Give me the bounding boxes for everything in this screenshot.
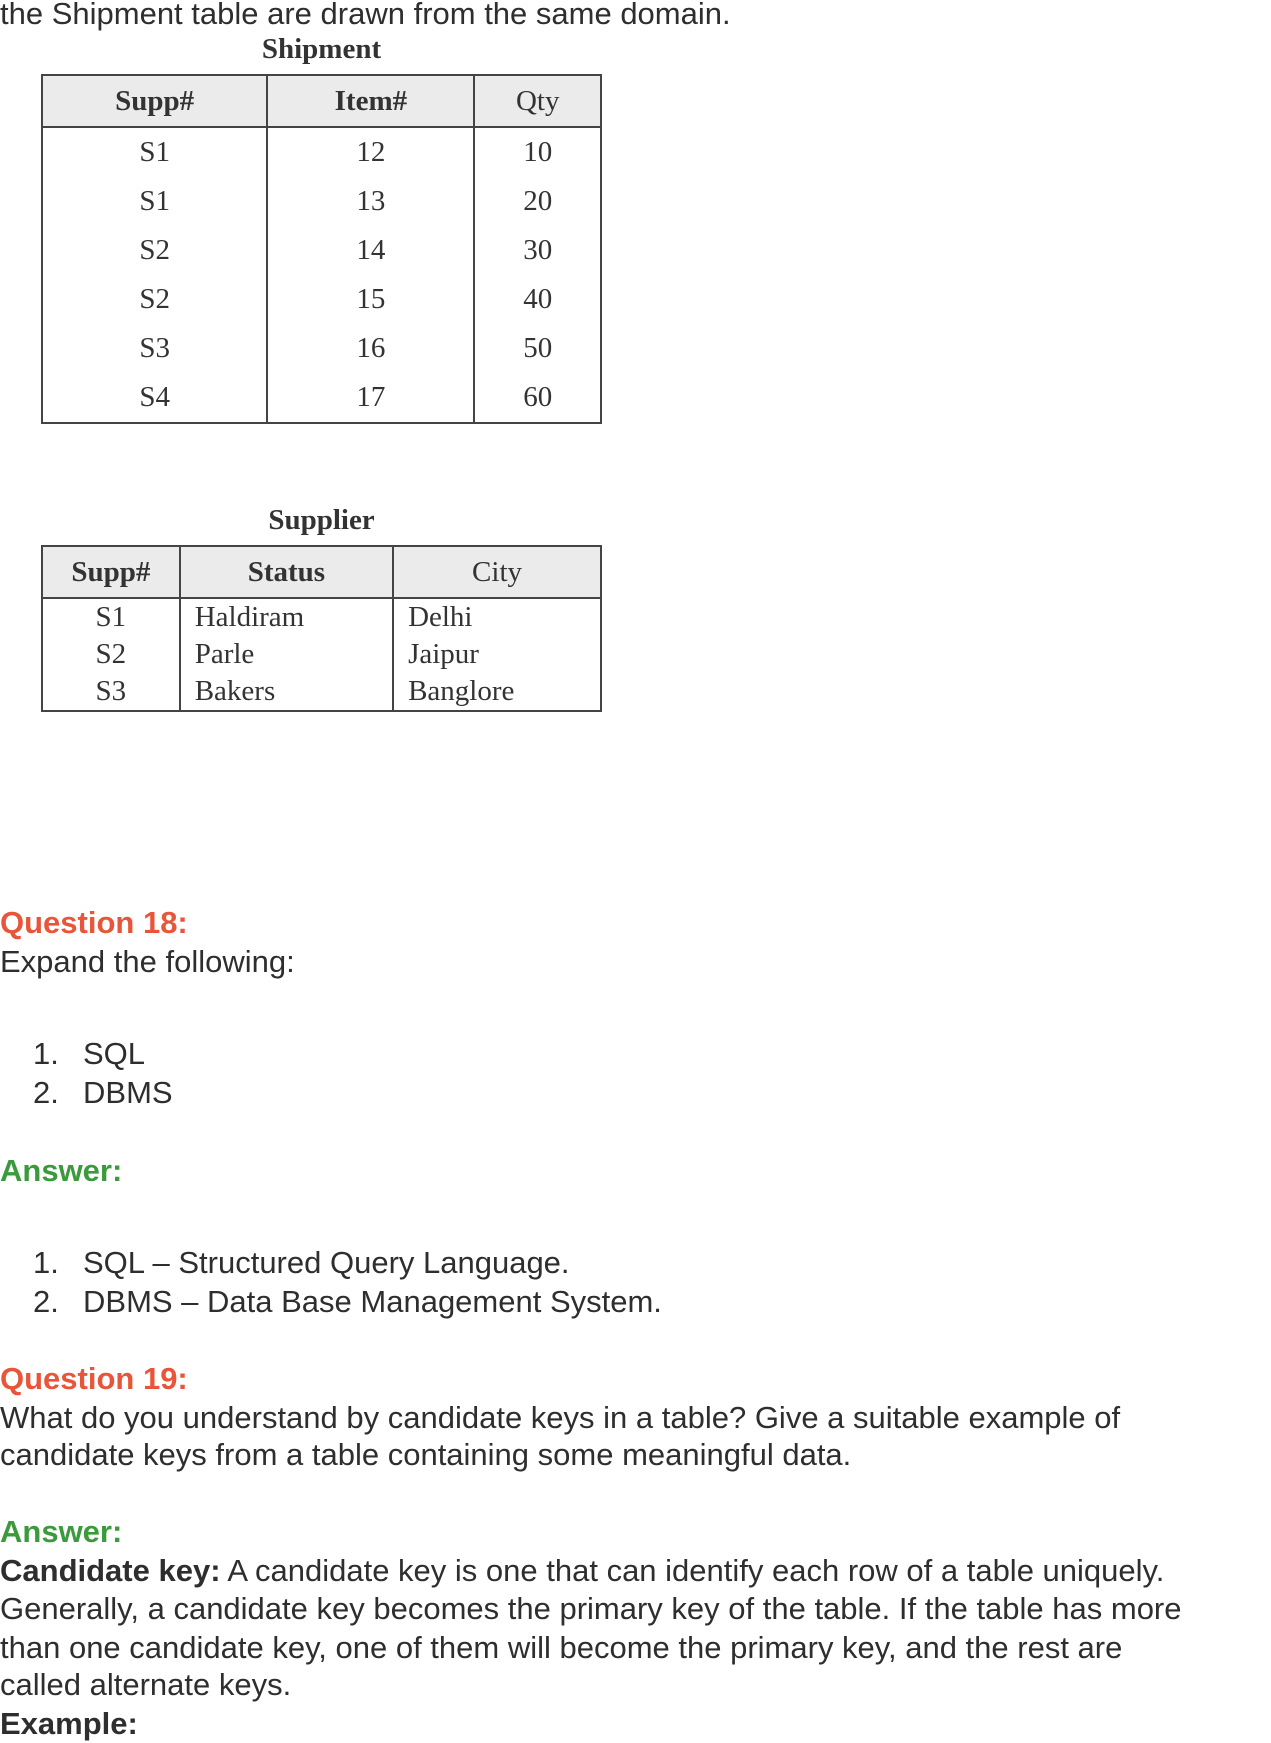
column-header: Status — [180, 546, 393, 598]
candidate-key-term: Candidate key: — [0, 1553, 221, 1588]
table-cell: S2 — [42, 636, 180, 673]
answer-19-line: called alternate keys. — [0, 1667, 292, 1702]
table-cell: Parle — [180, 636, 393, 673]
table-cell: S1 — [42, 127, 267, 177]
table-cell: 12 — [267, 127, 474, 177]
table-row — [42, 598, 601, 636]
answer-19-line: than one candidate key, one of them will become the primary key, and the rest are — [0, 1630, 1123, 1665]
intro-text: the Shipment table are drawn from the same domain. — [0, 0, 731, 31]
answer-text: A candidate key is one that can identify each row of a table uniquely. — [220, 1553, 1165, 1588]
table-cell: 40 — [474, 275, 601, 324]
table-cell: S2 — [42, 226, 267, 275]
example-label: Example: — [0, 1706, 138, 1741]
table-cell: S1 — [42, 177, 267, 226]
table-row — [42, 177, 601, 226]
list-item — [0, 1074, 1271, 1112]
table-row — [42, 275, 601, 324]
column-header: Item# — [267, 75, 474, 127]
list-number: 2. — [33, 1284, 59, 1319]
table-cell: Delhi — [393, 598, 601, 636]
table-row — [42, 673, 601, 711]
shipment-table-title: Shipment — [261, 33, 382, 65]
table-cell: 16 — [267, 324, 474, 373]
table-cell: S3 — [42, 673, 180, 711]
table-cell: S4 — [42, 373, 267, 423]
table-cell: Bakers — [180, 673, 393, 711]
table-cell: 15 — [267, 275, 474, 324]
list-text: SQL — [83, 1036, 146, 1071]
shipment-table — [41, 74, 602, 424]
table-cell: Haldiram — [180, 598, 393, 636]
question-19-heading: Question 19: — [0, 1361, 188, 1396]
column-header: Qty — [474, 75, 601, 127]
question-18-heading: Question 18: — [0, 905, 188, 940]
answer-19-line: Generally, a candidate key becomes the primary key of the table. If the table has more — [0, 1591, 1182, 1626]
table-cell: 50 — [474, 324, 601, 373]
table-row — [42, 636, 601, 673]
table-cell: Banglore — [393, 673, 601, 711]
table-row — [42, 226, 601, 275]
table-cell: 13 — [267, 177, 474, 226]
answer-19-heading: Answer: — [0, 1514, 123, 1549]
table-cell: S1 — [42, 598, 180, 636]
supplier-table-title: Supplier — [268, 504, 375, 536]
column-header: Supp# — [42, 75, 267, 127]
column-header: City — [393, 546, 601, 598]
table-cell: 17 — [267, 373, 474, 423]
question-19-prompt-line: candidate keys from a table containing some meaningful data. — [0, 1437, 852, 1472]
list-item — [0, 1035, 1271, 1073]
table-row — [42, 324, 601, 373]
list-text: DBMS – Data Base Management System. — [83, 1284, 662, 1319]
table-row — [42, 127, 601, 177]
table-cell: 60 — [474, 373, 601, 423]
list-text: DBMS — [83, 1075, 173, 1110]
table-cell: S3 — [42, 324, 267, 373]
table-cell: 30 — [474, 226, 601, 275]
list-item — [0, 1283, 1271, 1321]
table-cell: 14 — [267, 226, 474, 275]
table-cell: S2 — [42, 275, 267, 324]
table-cell: 10 — [474, 127, 601, 177]
question-19-prompt-line: What do you understand by candidate keys in a table? Give a suitable example of — [0, 1400, 1121, 1435]
list-number: 1. — [33, 1036, 59, 1071]
table-row — [42, 373, 601, 423]
answer-18-heading: Answer: — [0, 1153, 123, 1188]
list-number: 1. — [33, 1245, 59, 1280]
answer-19-line — [0, 1552, 1164, 1590]
table-cell: Jaipur — [393, 636, 601, 673]
column-header: Supp# — [42, 546, 180, 598]
supplier-table — [41, 545, 602, 712]
list-number: 2. — [33, 1075, 59, 1110]
list-item — [0, 1244, 1271, 1282]
table-cell: 20 — [474, 177, 601, 226]
question-18-prompt: Expand the following: — [0, 944, 295, 979]
list-text: SQL – Structured Query Language. — [83, 1245, 570, 1280]
